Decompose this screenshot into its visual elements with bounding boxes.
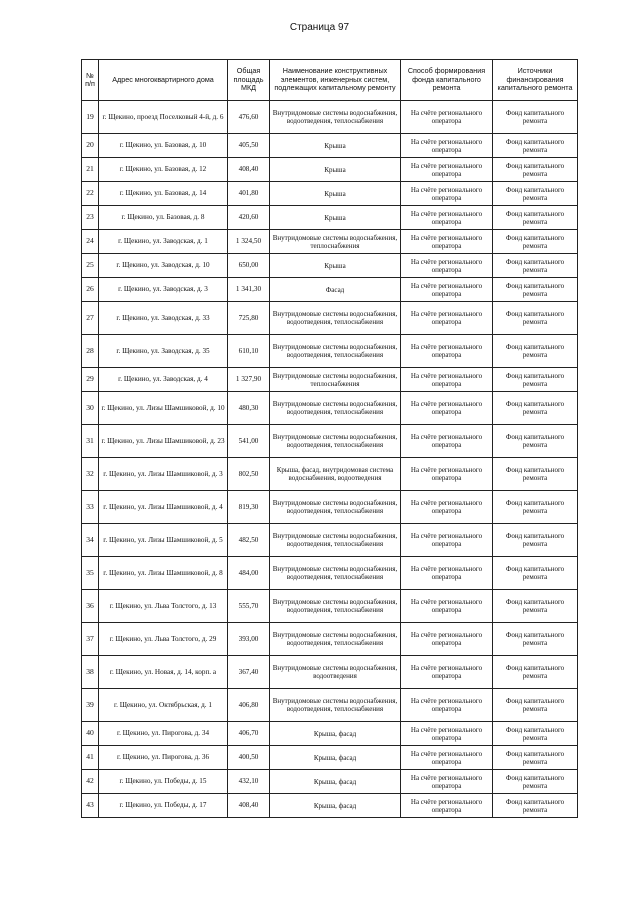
cell-works: Внутридомовые системы водоснабжения, водоотведения, теплоснабжения: [270, 335, 401, 368]
cell-method: На счёте регионального оператора: [401, 158, 493, 182]
cell-area: 725,80: [228, 302, 270, 335]
cell-address: г. Щекино, ул. Базовая, д. 12: [99, 158, 228, 182]
column-header-area: Общая площадь МКД: [228, 60, 270, 101]
cell-method: На счёте регионального оператора: [401, 491, 493, 524]
cell-method: На счёте регионального оператора: [401, 368, 493, 392]
repair-program-table: [81, 59, 578, 818]
cell-address: г. Щекино, ул. Лизы Шамшиковой, д. 8: [99, 557, 228, 590]
table-row: [82, 689, 578, 722]
cell-works: Внутридомовые системы водоснабжения, водоотведения, теплоснабжения: [270, 491, 401, 524]
table-row: [82, 623, 578, 656]
cell-method: На счёте регионального оператора: [401, 230, 493, 254]
table-row: [82, 524, 578, 557]
cell-method: На счёте регионального оператора: [401, 392, 493, 425]
cell-method: На счёте регионального оператора: [401, 302, 493, 335]
cell-works: Крыша: [270, 254, 401, 278]
cell-address: г. Щекино, ул. Базовая, д. 14: [99, 182, 228, 206]
cell-works: Внутридомовые системы водоснабжения, водоотведения, теплоснабжения: [270, 623, 401, 656]
cell-address: г. Щекино, ул. Заводская, д. 4: [99, 368, 228, 392]
cell-area: 432,10: [228, 770, 270, 794]
cell-method: На счёте регионального оператора: [401, 425, 493, 458]
cell-area: 555,70: [228, 590, 270, 623]
table-row: [82, 254, 578, 278]
cell-area: 819,30: [228, 491, 270, 524]
cell-method: На счёте регионального оператора: [401, 524, 493, 557]
cell-works: Крыша: [270, 182, 401, 206]
cell-works: Фасад: [270, 278, 401, 302]
cell-num: 30: [82, 392, 99, 425]
cell-works: Внутридомовые системы водоснабжения, водоотведения, теплоснабжения: [270, 524, 401, 557]
cell-area: 1 324,50: [228, 230, 270, 254]
cell-num: 37: [82, 623, 99, 656]
cell-num: 22: [82, 182, 99, 206]
cell-works: Внутридомовые системы водоснабжения, водоотведения, теплоснабжения: [270, 557, 401, 590]
cell-num: 32: [82, 458, 99, 491]
cell-source: Фонд капитального ремонта: [493, 158, 578, 182]
cell-works: Внутридомовые системы водоснабжения, водоотведения, теплоснабжения: [270, 590, 401, 623]
table-header-row: [82, 60, 578, 101]
column-header-method: Способ формирования фонда капитального ремонта: [401, 60, 493, 101]
table-row: [82, 206, 578, 230]
cell-method: На счёте регионального оператора: [401, 134, 493, 158]
cell-address: г. Щекино, ул. Лизы Шамшиковой, д. 4: [99, 491, 228, 524]
cell-address: г. Щекино, ул. Базовая, д. 8: [99, 206, 228, 230]
table-row: [82, 557, 578, 590]
column-header-num: № п/п: [82, 60, 99, 101]
cell-works: Внутридомовые системы водоснабжения, водоотведения: [270, 656, 401, 689]
cell-method: На счёте регионального оператора: [401, 722, 493, 746]
cell-area: 405,50: [228, 134, 270, 158]
cell-area: 476,60: [228, 101, 270, 134]
cell-area: 480,30: [228, 392, 270, 425]
cell-source: Фонд капитального ремонта: [493, 689, 578, 722]
table-row: [82, 458, 578, 491]
cell-works: Крыша, фасад: [270, 722, 401, 746]
table-row: [82, 770, 578, 794]
cell-area: 1 341,30: [228, 278, 270, 302]
cell-source: Фонд капитального ремонта: [493, 335, 578, 368]
cell-source: Фонд капитального ремонта: [493, 302, 578, 335]
cell-method: На счёте регионального оператора: [401, 623, 493, 656]
cell-area: 484,00: [228, 557, 270, 590]
cell-method: На счёте регионального оператора: [401, 590, 493, 623]
cell-source: Фонд капитального ремонта: [493, 182, 578, 206]
cell-works: Крыша: [270, 206, 401, 230]
cell-works: Крыша: [270, 134, 401, 158]
cell-area: 406,70: [228, 722, 270, 746]
table-row: [82, 746, 578, 770]
cell-num: 41: [82, 746, 99, 770]
cell-num: 23: [82, 206, 99, 230]
cell-method: На счёте регионального оператора: [401, 746, 493, 770]
cell-num: 24: [82, 230, 99, 254]
cell-source: Фонд капитального ремонта: [493, 770, 578, 794]
table-row: [82, 590, 578, 623]
cell-method: На счёте регионального оператора: [401, 458, 493, 491]
cell-address: г. Щекино, ул. Победы, д. 17: [99, 794, 228, 818]
cell-num: 43: [82, 794, 99, 818]
cell-address: г. Щекино, ул. Пирогова, д. 36: [99, 746, 228, 770]
cell-area: 541,00: [228, 425, 270, 458]
cell-method: На счёте регионального оператора: [401, 101, 493, 134]
cell-address: г. Щекино, ул. Лизы Шамшиковой, д. 23: [99, 425, 228, 458]
table-row: [82, 722, 578, 746]
cell-works: Внутридомовые системы водоснабжения, водоотведения, теплоснабжения: [270, 302, 401, 335]
table-row: [82, 278, 578, 302]
cell-num: 21: [82, 158, 99, 182]
cell-num: 31: [82, 425, 99, 458]
cell-area: 482,50: [228, 524, 270, 557]
cell-area: 401,80: [228, 182, 270, 206]
cell-works: Крыша, фасад, внутридомовая система водоснабжения, водоотведения: [270, 458, 401, 491]
table-row: [82, 230, 578, 254]
table-row: [82, 101, 578, 134]
cell-source: Фонд капитального ремонта: [493, 368, 578, 392]
cell-num: 36: [82, 590, 99, 623]
cell-address: г. Щекино, ул. Новая, д. 14, корп. а: [99, 656, 228, 689]
cell-address: г. Щекино, ул. Лизы Шамшиковой, д. 10: [99, 392, 228, 425]
table-row: [82, 656, 578, 689]
cell-source: Фонд капитального ремонта: [493, 134, 578, 158]
cell-method: На счёте регионального оператора: [401, 656, 493, 689]
table-row: [82, 392, 578, 425]
table-row: [82, 335, 578, 368]
cell-source: Фонд капитального ремонта: [493, 590, 578, 623]
cell-address: г. Щекино, ул. Заводская, д. 1: [99, 230, 228, 254]
cell-num: 25: [82, 254, 99, 278]
cell-works: Внутридомовые системы водоснабжения, водоотведения, теплоснабжения: [270, 392, 401, 425]
cell-method: На счёте регионального оператора: [401, 335, 493, 368]
cell-area: 406,80: [228, 689, 270, 722]
cell-address: г. Щекино, ул. Заводская, д. 33: [99, 302, 228, 335]
cell-area: 408,40: [228, 158, 270, 182]
cell-address: г. Щекино, ул. Базовая, д. 10: [99, 134, 228, 158]
cell-method: На счёте регионального оператора: [401, 254, 493, 278]
cell-address: г. Щекино, ул. Льва Толстого, д. 13: [99, 590, 228, 623]
cell-address: г. Щекино, ул. Льва Толстого, д. 29: [99, 623, 228, 656]
cell-source: Фонд капитального ремонта: [493, 491, 578, 524]
cell-method: На счёте регионального оператора: [401, 278, 493, 302]
cell-address: г. Щекино, ул. Заводская, д. 35: [99, 335, 228, 368]
column-header-works: Наименование конструктивных элементов, инженерных систем, подлежащих капитальному ремонту: [270, 60, 401, 101]
cell-num: 29: [82, 368, 99, 392]
cell-source: Фонд капитального ремонта: [493, 425, 578, 458]
cell-source: Фонд капитального ремонта: [493, 722, 578, 746]
cell-source: Фонд капитального ремонта: [493, 254, 578, 278]
cell-address: г. Щекино, проезд Поселковый 4-й, д. 6: [99, 101, 228, 134]
table-body: [82, 101, 578, 818]
cell-source: Фонд капитального ремонта: [493, 206, 578, 230]
cell-area: 400,50: [228, 746, 270, 770]
column-header-source: Источники финансирования капитального ремонта: [493, 60, 578, 101]
table-row: [82, 794, 578, 818]
cell-method: На счёте регионального оператора: [401, 206, 493, 230]
cell-works: Крыша: [270, 158, 401, 182]
cell-area: 610,10: [228, 335, 270, 368]
cell-address: г. Щекино, ул. Победы, д. 15: [99, 770, 228, 794]
cell-works: Внутридомовые системы водоснабжения, водоотведения, теплоснабжения: [270, 101, 401, 134]
cell-source: Фонд капитального ремонта: [493, 794, 578, 818]
cell-num: 33: [82, 491, 99, 524]
cell-method: На счёте регионального оператора: [401, 770, 493, 794]
cell-num: 40: [82, 722, 99, 746]
cell-num: 39: [82, 689, 99, 722]
cell-num: 38: [82, 656, 99, 689]
cell-address: г. Щекино, ул. Заводская, д. 3: [99, 278, 228, 302]
cell-source: Фонд капитального ремонта: [493, 656, 578, 689]
cell-source: Фонд капитального ремонта: [493, 278, 578, 302]
cell-num: 28: [82, 335, 99, 368]
cell-num: 26: [82, 278, 99, 302]
cell-works: Внутридомовые системы водоснабжения, водоотведения, теплоснабжения: [270, 425, 401, 458]
table-row: [82, 182, 578, 206]
cell-source: Фонд капитального ремонта: [493, 392, 578, 425]
cell-source: Фонд капитального ремонта: [493, 230, 578, 254]
cell-address: г. Щекино, ул. Октябрьская, д. 1: [99, 689, 228, 722]
cell-address: г. Щекино, ул. Заводская, д. 10: [99, 254, 228, 278]
table-row: [82, 368, 578, 392]
cell-num: 27: [82, 302, 99, 335]
cell-works: Крыша, фасад: [270, 794, 401, 818]
cell-area: 650,00: [228, 254, 270, 278]
cell-num: 20: [82, 134, 99, 158]
cell-works: Внутридомовые системы водоснабжения, теплоснабжения: [270, 368, 401, 392]
cell-area: 393,00: [228, 623, 270, 656]
cell-source: Фонд капитального ремонта: [493, 746, 578, 770]
cell-address: г. Щекино, ул. Пирогова, д. 34: [99, 722, 228, 746]
cell-area: 408,40: [228, 794, 270, 818]
column-header-address: Адрес многоквартирного дома: [99, 60, 228, 101]
cell-method: На счёте регионального оператора: [401, 182, 493, 206]
table-row: [82, 491, 578, 524]
cell-source: Фонд капитального ремонта: [493, 623, 578, 656]
table-row: [82, 158, 578, 182]
cell-method: На счёте регионального оператора: [401, 557, 493, 590]
cell-source: Фонд капитального ремонта: [493, 101, 578, 134]
cell-method: На счёте регионального оператора: [401, 794, 493, 818]
cell-works: Крыша, фасад: [270, 770, 401, 794]
cell-source: Фонд капитального ремонта: [493, 524, 578, 557]
cell-num: 35: [82, 557, 99, 590]
cell-source: Фонд капитального ремонта: [493, 557, 578, 590]
table-row: [82, 425, 578, 458]
cell-works: Крыша, фасад: [270, 746, 401, 770]
cell-area: 420,60: [228, 206, 270, 230]
cell-source: Фонд капитального ремонта: [493, 458, 578, 491]
cell-num: 42: [82, 770, 99, 794]
cell-method: На счёте регионального оператора: [401, 689, 493, 722]
cell-area: 367,40: [228, 656, 270, 689]
cell-num: 34: [82, 524, 99, 557]
cell-num: 19: [82, 101, 99, 134]
cell-address: г. Щекино, ул. Лизы Шамшиковой, д. 5: [99, 524, 228, 557]
cell-address: г. Щекино, ул. Лизы Шамшиковой, д. 3: [99, 458, 228, 491]
table-row: [82, 302, 578, 335]
table-row: [82, 134, 578, 158]
cell-works: Внутридомовые системы водоснабжения, водоотведения, теплоснабжения: [270, 689, 401, 722]
page-title: Страница 97: [289, 22, 350, 33]
cell-works: Внутридомовые системы водоснабжения, теплоснабжения: [270, 230, 401, 254]
cell-area: 1 327,90: [228, 368, 270, 392]
cell-area: 802,50: [228, 458, 270, 491]
